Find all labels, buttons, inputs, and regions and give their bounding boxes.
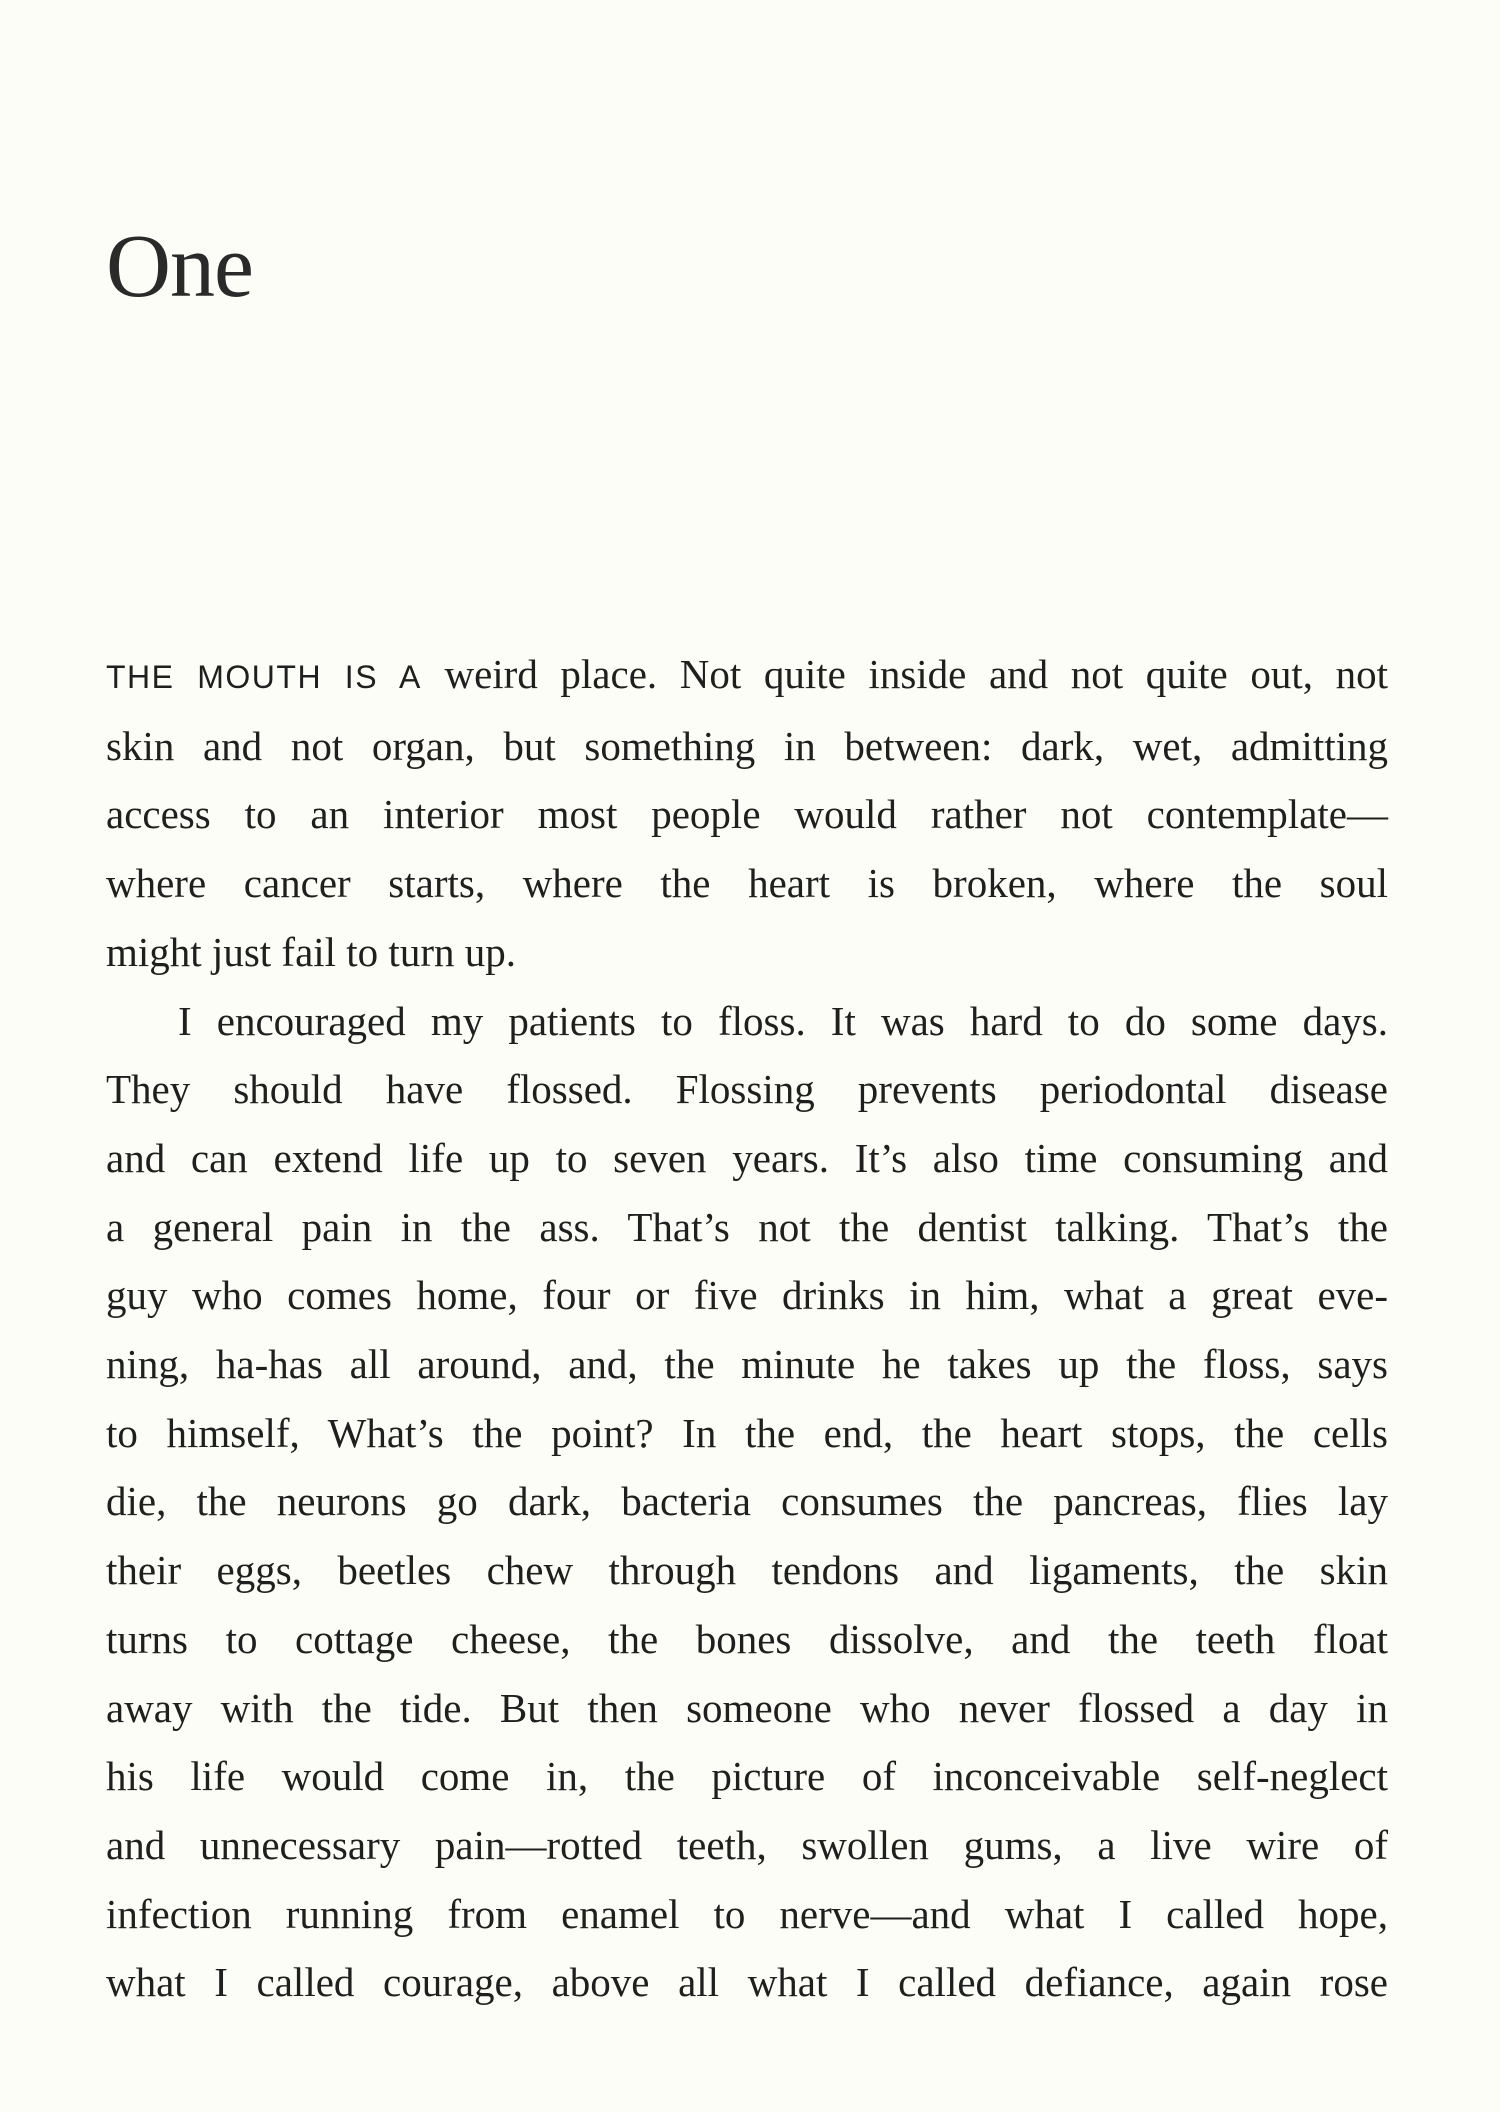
paragraph bbox=[106, 640, 1388, 987]
text-line: what I called courage, above all what I called defiance, again rose bbox=[106, 1959, 1388, 2006]
text-line-rest: weird place. Not quite inside and not quite out, not bbox=[421, 651, 1388, 697]
text-line: ning, ha-has all around, and, the minute he takes up the floss, says bbox=[106, 1341, 1388, 1388]
text-line: their eggs, beetles chew through tendons and ligaments, the skin bbox=[106, 1547, 1388, 1594]
text-line: away with the tide. But then someone who never flossed a day in bbox=[106, 1684, 1388, 1731]
text-line: I encouraged my patients to floss. It was hard to do some days. bbox=[178, 997, 1388, 1044]
text-line: access to an interior most people would rather not contemplate— bbox=[106, 791, 1388, 838]
text-line: a general pain in the ass. That’s not the dentist talking. That’s the bbox=[106, 1203, 1388, 1250]
text-line: his life would come in, the picture of inconceivable self-neglect bbox=[106, 1753, 1388, 1800]
text-line bbox=[106, 640, 1388, 712]
text-line: die, the neurons go dark, bacteria consumes the pancreas, flies lay bbox=[106, 1478, 1388, 1525]
text-line: skin and not organ, but something in between: dark, wet, admitting bbox=[106, 722, 1388, 769]
chapter-title: One bbox=[106, 217, 253, 316]
text-line: might just fail to turn up. bbox=[106, 928, 516, 975]
text-line: and unnecessary pain—rotted teeth, swollen gums, a live wire of bbox=[106, 1821, 1388, 1868]
text-line: infection running from enamel to nerve—and what I called hope, bbox=[106, 1890, 1388, 1937]
text-line: They should have flossed. Flossing prevents periodontal disease bbox=[106, 1066, 1388, 1113]
text-line: guy who comes home, four or five drinks in him, what a great eve- bbox=[106, 1272, 1388, 1319]
text-line: where cancer starts, where the heart is broken, where the soul bbox=[106, 860, 1388, 907]
paragraph bbox=[106, 987, 1388, 2018]
text-line: turns to cottage cheese, the bones dissolve, and the teeth float bbox=[106, 1615, 1388, 1662]
text-line: and can extend life up to seven years. It’s also time consuming and bbox=[106, 1134, 1388, 1181]
opening-smallcaps: THE MOUTH IS A bbox=[106, 659, 422, 695]
chapter-body bbox=[106, 640, 1388, 2017]
text-line: to himself, What’s the point? In the end, the heart stops, the cells bbox=[106, 1409, 1388, 1456]
